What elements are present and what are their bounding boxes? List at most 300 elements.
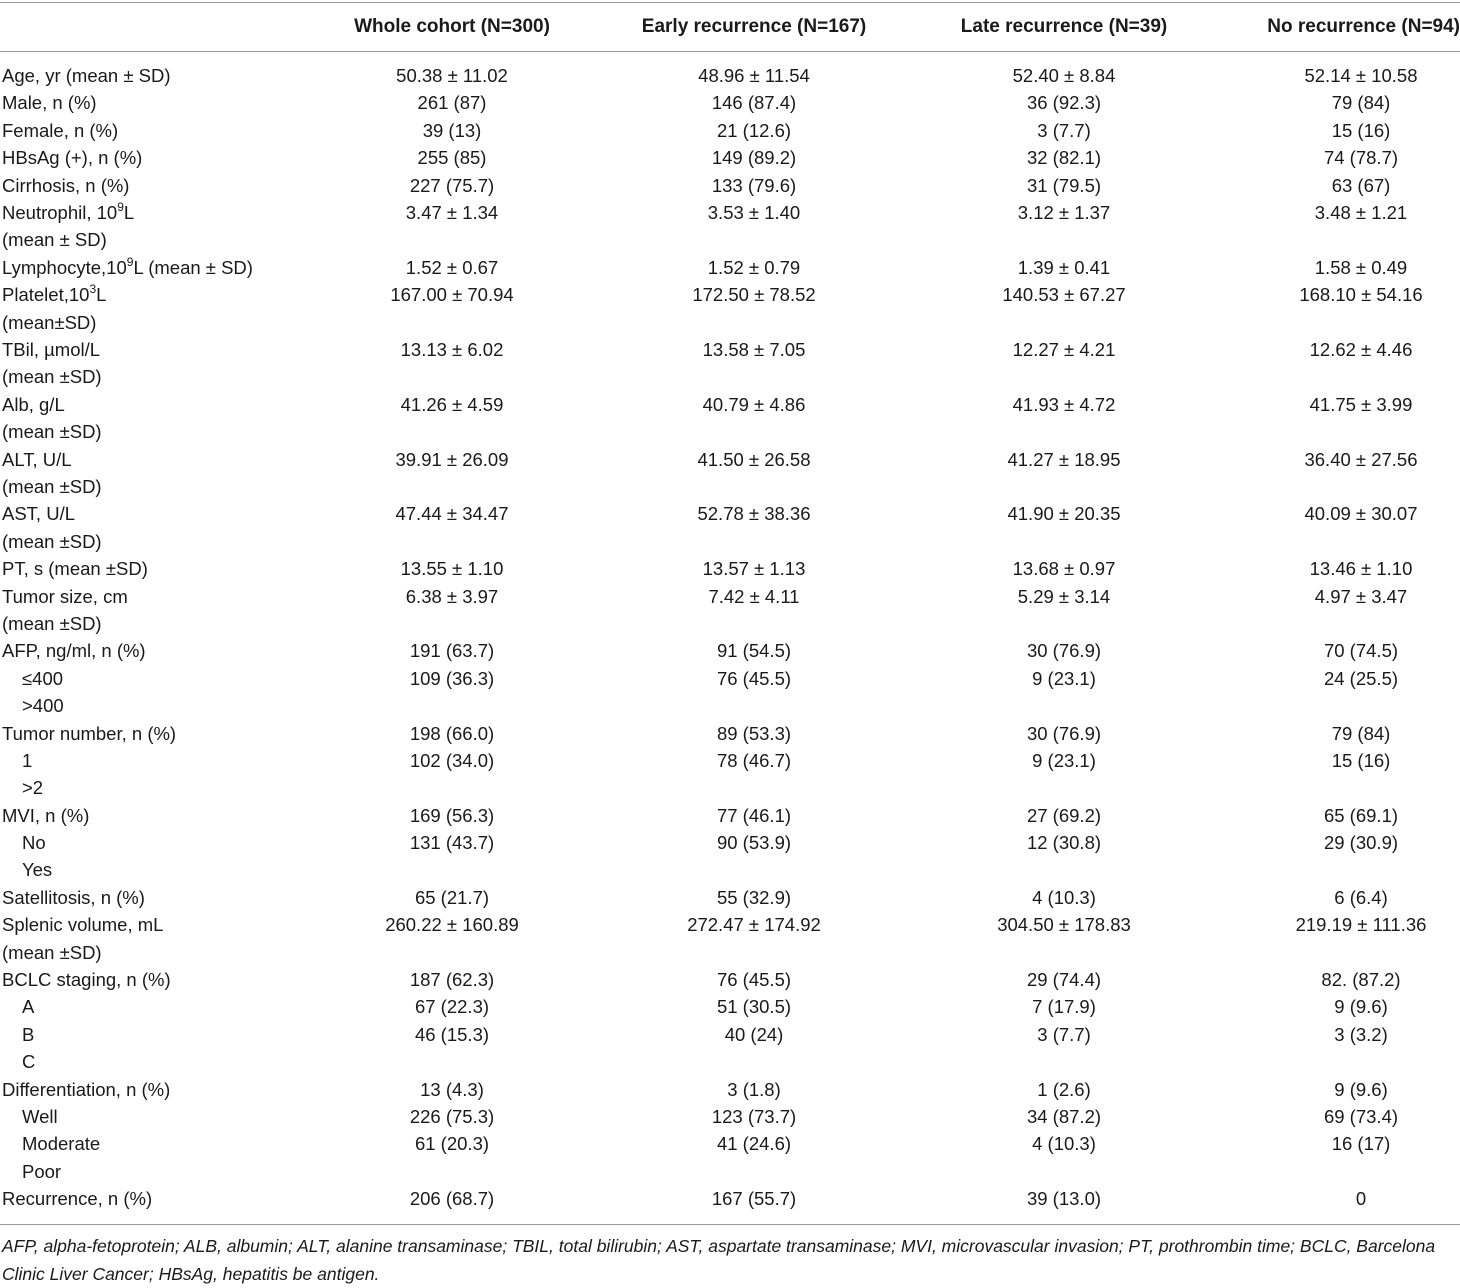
cell-v4 <box>1246 281 1460 308</box>
cell-v3 <box>914 446 1214 473</box>
table-row <box>0 89 1460 116</box>
cell-value: 39 (13.0) <box>1026 1188 1102 1210</box>
cell-value: 32 (82.1) <box>1026 147 1102 169</box>
cell-v2 <box>604 144 904 171</box>
cell-value: 146 (87.4) <box>711 92 797 114</box>
cell-value: 51 (30.5) <box>716 996 792 1018</box>
row-label-line <box>2 637 302 664</box>
header-no-recurrence: No recurrence (N=94) <box>1267 16 1460 37</box>
cell-v2 <box>604 172 904 199</box>
row-label-text: A <box>22 996 35 1018</box>
cell-v1 <box>302 62 602 89</box>
cell-value: 9 (9.6) <box>1334 996 1388 1018</box>
cell-value: 24 (25.5) <box>1323 667 1399 689</box>
cell-value: 30 (76.9) <box>1026 640 1102 662</box>
cell-v3 <box>914 637 1214 692</box>
superscript: 9 <box>117 199 124 214</box>
cell-v4 <box>1246 500 1460 527</box>
cell-value: 12 (30.8) <box>1026 832 1102 854</box>
row-label-text: HBsAg (+), n (%) <box>2 147 143 169</box>
row-label-line <box>2 555 302 582</box>
cell-v2 <box>604 583 904 610</box>
cell-value: 63 (67) <box>1331 174 1391 196</box>
cell-value: 219.19 ± 111.36 <box>1295 914 1427 936</box>
cell-v4 <box>1246 884 1460 911</box>
table-row <box>0 281 1460 336</box>
row-label-text: >400 <box>22 695 64 717</box>
row-label <box>2 884 302 911</box>
cell-value: 41.26 ± 4.59 <box>400 393 504 415</box>
cell-value: 34 (87.2) <box>1026 1106 1102 1128</box>
row-label-text: ALT, U/L <box>2 448 72 470</box>
cell-v3 <box>914 281 1214 308</box>
table-row <box>0 1076 1460 1186</box>
row-label-text: (mean ±SD) <box>2 612 102 634</box>
cell-value: 13.58 ± 7.05 <box>702 338 806 360</box>
row-label-text: PT, s (mean ±SD) <box>2 558 148 580</box>
row-label-line <box>2 939 302 966</box>
cell-v2 <box>604 336 904 363</box>
table-row <box>0 583 1460 638</box>
row-label-text: Male, n (%) <box>2 92 97 114</box>
row-label <box>2 144 302 171</box>
cell-value: 272.47 ± 174.92 <box>687 914 821 936</box>
cell-value: 36 (92.3) <box>1026 92 1102 114</box>
cell-value: 3.53 ± 1.40 <box>707 201 801 223</box>
cell-value: 4 (10.3) <box>1032 1133 1096 1155</box>
cell-v1 <box>302 500 602 527</box>
table-row <box>0 144 1460 171</box>
row-label-line <box>2 774 302 801</box>
row-label-line <box>2 692 302 719</box>
cell-value: 13.55 ± 1.10 <box>400 558 504 580</box>
cell-value: 1.52 ± 0.67 <box>405 256 499 278</box>
row-label-line <box>2 500 302 527</box>
cell-v3 <box>914 172 1214 199</box>
cell-value: 41.75 ± 3.99 <box>1309 393 1413 415</box>
cell-value: 40.79 ± 4.86 <box>702 393 806 415</box>
table-row <box>0 720 1460 802</box>
cell-value: 3.12 ± 1.37 <box>1017 201 1111 223</box>
row-label <box>2 555 302 582</box>
table-row <box>0 1185 1460 1212</box>
cell-value: 198 (66.0) <box>409 722 495 744</box>
cell-value: 3 (3.2) <box>1334 1023 1388 1045</box>
cell-value: 36.40 ± 27.56 <box>1304 448 1418 470</box>
cell-value: 260.22 ± 160.89 <box>385 914 519 936</box>
cell-v2 <box>604 555 904 582</box>
row-label <box>2 966 302 1076</box>
cell-v1 <box>302 1076 602 1158</box>
cell-value: 12.27 ± 4.21 <box>1012 338 1116 360</box>
cell-value: 50.38 ± 11.02 <box>396 65 508 86</box>
cell-v3 <box>914 254 1214 281</box>
table-row <box>0 884 1460 911</box>
cell-value: 29 (74.4) <box>1026 969 1102 991</box>
table-row <box>0 500 1460 555</box>
row-label-text: Lymphocyte,10 <box>2 256 127 278</box>
cell-value: 168.10 ± 54.16 <box>1299 284 1423 306</box>
cell-value: 1.52 ± 0.79 <box>707 256 801 278</box>
row-label <box>2 391 302 446</box>
table-row <box>0 802 1460 884</box>
header-early-recurrence: Early recurrence (N=167) <box>641 16 867 37</box>
table-body <box>0 62 1460 1213</box>
row-label-text: ≤400 <box>22 667 64 689</box>
cell-value: 0 <box>1355 1188 1367 1210</box>
cell-v2 <box>604 281 904 308</box>
cell-value: 39.91 ± 26.09 <box>395 448 509 470</box>
row-label-line <box>2 391 302 418</box>
cell-value: 304.50 ± 178.83 <box>997 914 1131 936</box>
cell-v4 <box>1246 89 1460 116</box>
table-header-row <box>0 12 1460 42</box>
cell-value: 76 (45.5) <box>716 667 792 689</box>
cell-value: 191 (63.7) <box>409 640 495 662</box>
row-label <box>2 911 302 966</box>
cell-value: 74 (78.7) <box>1323 147 1399 169</box>
cell-value: 78 (46.7) <box>716 749 792 771</box>
cell-v3 <box>914 336 1214 363</box>
row-label-line <box>2 884 302 911</box>
cell-value: 91 (54.5) <box>716 640 792 662</box>
cell-v1 <box>302 720 602 775</box>
cell-value: 39 (13) <box>422 119 482 141</box>
cell-v4 <box>1246 172 1460 199</box>
row-label-text: Neutrophil, 10 <box>2 201 118 223</box>
cell-v3 <box>914 720 1214 775</box>
cell-value: 21 (12.6) <box>716 119 792 141</box>
cell-v1 <box>302 199 602 226</box>
cell-v3 <box>914 117 1214 144</box>
cell-value: 1.58 ± 0.49 <box>1314 256 1408 278</box>
cell-value: 47.44 ± 34.47 <box>395 503 509 525</box>
cell-value: 261 (87) <box>417 92 487 114</box>
cell-value: 15 (16) <box>1331 749 1391 771</box>
row-label <box>2 500 302 555</box>
cell-v1 <box>302 172 602 199</box>
cell-value: 65 (21.7) <box>414 886 490 908</box>
cell-value: 133 (79.6) <box>711 174 797 196</box>
cell-value: 167 (55.7) <box>711 1188 797 1210</box>
cell-value: 5.29 ± 3.14 <box>1017 585 1111 607</box>
cell-v2 <box>604 637 904 692</box>
cell-value: 9 (23.1) <box>1032 749 1096 771</box>
table-row <box>0 555 1460 582</box>
cell-v1 <box>302 391 602 418</box>
row-label-text: (mean ± SD) <box>2 229 107 251</box>
row-label <box>2 802 302 884</box>
cell-value: 9 (9.6) <box>1334 1078 1388 1100</box>
cell-v3 <box>914 1076 1214 1158</box>
cell-value: 65 (69.1) <box>1323 804 1399 826</box>
cell-v2 <box>604 500 904 527</box>
cell-value: 41 (24.6) <box>716 1133 792 1155</box>
cell-v1 <box>302 802 602 857</box>
cell-v4 <box>1246 1076 1460 1158</box>
row-label-line <box>2 583 302 610</box>
table-header-rule <box>0 51 1460 52</box>
row-label-line <box>2 802 302 829</box>
cell-v1 <box>302 555 602 582</box>
cell-value: 41.27 ± 18.95 <box>1007 448 1121 470</box>
cell-v3 <box>914 62 1214 89</box>
cell-value: 227 (75.7) <box>409 174 495 196</box>
cell-v1 <box>302 966 602 1048</box>
cell-v3 <box>914 966 1214 1048</box>
cell-value: 89 (53.3) <box>716 722 792 744</box>
cell-value: 41.50 ± 26.58 <box>697 448 811 470</box>
row-label-suffix: L <box>96 284 107 306</box>
cell-v2 <box>604 802 904 857</box>
cell-v1 <box>302 144 602 171</box>
cell-v1 <box>302 281 602 308</box>
row-label-suffix: L (mean ± SD) <box>133 256 253 278</box>
cell-v3 <box>914 391 1214 418</box>
row-label-text: 1 <box>22 749 33 771</box>
table-row <box>0 172 1460 199</box>
row-label-suffix: L <box>123 201 135 223</box>
row-label-text: Platelet,10 <box>2 284 90 306</box>
row-label-text: Tumor number, n (%) <box>2 722 177 744</box>
row-label-text: Splenic volume, mL <box>2 914 164 936</box>
superscript: 3 <box>89 281 97 296</box>
cell-value: 13.57 ± 1.13 <box>702 558 806 580</box>
table-row <box>0 911 1460 966</box>
cell-value: 52.14 ± 10.58 <box>1304 65 1418 86</box>
cell-v3 <box>914 884 1214 911</box>
row-label-text: MVI, n (%) <box>2 804 90 826</box>
cell-v2 <box>604 1076 904 1158</box>
cell-value: 67 (22.3) <box>414 996 490 1018</box>
cell-v2 <box>604 199 904 226</box>
cell-v2 <box>604 89 904 116</box>
row-label-line <box>2 117 302 144</box>
cell-v4 <box>1246 144 1460 171</box>
cell-value: 6 (6.4) <box>1334 886 1388 908</box>
row-label-line <box>2 309 302 336</box>
cell-v2 <box>604 1185 904 1212</box>
cell-v2 <box>604 966 904 1048</box>
cell-v4 <box>1246 911 1460 938</box>
row-label-line <box>2 966 302 993</box>
cell-value: 3 (7.7) <box>1037 119 1091 141</box>
cell-v3 <box>914 89 1214 116</box>
row-label-text: Moderate <box>22 1133 101 1155</box>
cell-v4 <box>1246 1185 1460 1212</box>
cell-v3 <box>914 500 1214 527</box>
row-label <box>2 446 302 501</box>
row-label-line <box>2 1076 302 1103</box>
cell-value: 77 (46.1) <box>716 804 792 826</box>
cell-value: 70 (74.5) <box>1323 640 1399 662</box>
row-label-text: Recurrence, n (%) <box>2 1188 153 1210</box>
row-label-line <box>2 1130 302 1157</box>
cell-value: 169 (56.3) <box>409 804 495 826</box>
row-label-line <box>2 1103 302 1130</box>
cell-value: 7 (17.9) <box>1032 996 1096 1018</box>
row-label <box>2 172 302 199</box>
cell-value: 79 (84) <box>1331 92 1391 114</box>
cell-value: 9 (23.1) <box>1032 667 1096 689</box>
cell-v1 <box>302 1185 602 1212</box>
row-label-text: Differentiation, n (%) <box>2 1078 171 1100</box>
table-bottom-rule <box>0 1224 1460 1225</box>
cell-v1 <box>302 911 602 938</box>
row-label-line <box>2 1048 302 1075</box>
cell-value: 149 (89.2) <box>711 147 797 169</box>
row-label-text: (mean ±SD) <box>2 421 102 443</box>
cell-v3 <box>914 144 1214 171</box>
cell-v4 <box>1246 391 1460 418</box>
cell-value: 13.46 ± 1.10 <box>1309 558 1413 580</box>
row-label-text: Poor <box>22 1160 62 1182</box>
row-label-line <box>2 363 302 390</box>
cell-value: 3 (1.8) <box>727 1078 781 1100</box>
cell-v3 <box>914 583 1214 610</box>
row-label-text: No <box>22 832 46 854</box>
cell-value: 29 (30.9) <box>1323 832 1399 854</box>
cell-value: 41.90 ± 20.35 <box>1007 503 1121 525</box>
row-label <box>2 1076 302 1186</box>
row-label-line <box>2 281 302 308</box>
cell-value: 3 (7.7) <box>1037 1023 1091 1045</box>
table-footnote: AFP, alpha-fetoprotein; ALB, albumin; ALT, alanine transaminase; TBIL, total bilirubin; AST, aspartate transaminase; MVI, microvascular invasion; PT, prothrombin time; BCLC, Barcelona Clinic Liver Cancer; HBsAg, hepatitis be antigen. <box>2 1236 1436 1284</box>
row-label-line <box>2 1021 302 1048</box>
row-label-line <box>2 1185 302 1212</box>
cell-value: 167.00 ± 70.94 <box>390 284 514 306</box>
cell-value: 4.97 ± 3.47 <box>1314 585 1408 607</box>
row-label-text: >2 <box>22 777 44 799</box>
cell-v4 <box>1246 336 1460 363</box>
cell-v3 <box>914 1185 1214 1212</box>
row-label-line <box>2 336 302 363</box>
row-label-text: (mean ±SD) <box>2 475 102 497</box>
cell-v1 <box>302 117 602 144</box>
cell-v4 <box>1246 117 1460 144</box>
cell-value: 1.39 ± 0.41 <box>1017 256 1111 278</box>
row-label-text: (mean ±SD) <box>2 366 102 388</box>
row-label-line <box>2 747 302 774</box>
cell-value: 52.40 ± 8.84 <box>1012 65 1116 86</box>
row-label <box>2 281 302 336</box>
row-label-text: Tumor size, cm <box>2 585 128 607</box>
row-label-line <box>2 1158 302 1185</box>
cell-v1 <box>302 336 602 363</box>
cell-value: 3.47 ± 1.34 <box>405 201 499 223</box>
cell-value: 1 (2.6) <box>1037 1078 1091 1100</box>
cell-value: 102 (34.0) <box>409 749 495 771</box>
cell-v3 <box>914 802 1214 857</box>
cell-value: 187 (62.3) <box>409 969 495 991</box>
table-row <box>0 336 1460 391</box>
cell-v4 <box>1246 254 1460 281</box>
cell-value: 255 (85) <box>417 147 487 169</box>
cell-value: 13 (4.3) <box>420 1078 484 1100</box>
cell-v2 <box>604 911 904 938</box>
row-label-text: (mean ±SD) <box>2 530 102 552</box>
cell-v3 <box>914 555 1214 582</box>
row-label-line <box>2 418 302 445</box>
cell-v2 <box>604 446 904 473</box>
header-late-recurrence: Late recurrence (N=39) <box>960 16 1168 37</box>
cell-value: 15 (16) <box>1331 119 1391 141</box>
cell-v4 <box>1246 966 1460 1048</box>
cell-value: 90 (53.9) <box>716 832 792 854</box>
cell-value: 31 (79.5) <box>1026 174 1102 196</box>
cell-value: 3.48 ± 1.21 <box>1314 201 1408 223</box>
cell-v1 <box>302 446 602 473</box>
cell-v2 <box>604 391 904 418</box>
cell-value: 7.42 ± 4.11 <box>708 585 800 607</box>
cell-value: 27 (69.2) <box>1026 804 1102 826</box>
row-label-text: (mean ±SD) <box>2 941 102 963</box>
row-label-text: Age, yr (mean ± SD) <box>2 65 171 86</box>
header-whole-cohort: Whole cohort (N=300) <box>354 16 550 37</box>
cell-value: 79 (84) <box>1331 722 1391 744</box>
cell-value: 140.53 ± 67.27 <box>1002 284 1126 306</box>
row-label-line <box>2 446 302 473</box>
cell-value: 61 (20.3) <box>414 1133 490 1155</box>
cell-value: 226 (75.3) <box>409 1106 495 1128</box>
cell-value: 76 (45.5) <box>716 969 792 991</box>
cell-v4 <box>1246 199 1460 226</box>
row-label-line <box>2 720 302 747</box>
table-row <box>0 199 1460 254</box>
cell-value: 13.68 ± 0.97 <box>1012 558 1116 580</box>
row-label-text: AST, U/L <box>2 503 75 525</box>
row-label-text: C <box>22 1051 36 1073</box>
row-label-line <box>2 62 302 89</box>
cell-v3 <box>914 199 1214 226</box>
row-label-line <box>2 226 302 253</box>
row-label <box>2 1185 302 1212</box>
row-label-line <box>2 911 302 938</box>
row-label <box>2 583 302 638</box>
cell-value: 40.09 ± 30.07 <box>1304 503 1418 525</box>
cell-value: 52.78 ± 38.36 <box>697 503 811 525</box>
cell-v2 <box>604 117 904 144</box>
cell-value: 40 (24) <box>724 1023 784 1045</box>
cell-value: 6.38 ± 3.97 <box>405 585 499 607</box>
cell-v2 <box>604 62 904 89</box>
row-label <box>2 720 302 802</box>
cell-v4 <box>1246 637 1460 692</box>
cell-v2 <box>604 720 904 775</box>
table-row <box>0 966 1460 1076</box>
row-label-line <box>2 528 302 555</box>
row-label-text: Satellitosis, n (%) <box>2 886 145 908</box>
cell-v2 <box>604 254 904 281</box>
row-label-line <box>2 665 302 692</box>
row-label-text: Yes <box>22 859 53 881</box>
row-label-line <box>2 199 302 226</box>
row-label-line <box>2 89 302 116</box>
cell-value: 30 (76.9) <box>1026 722 1102 744</box>
table-row <box>0 446 1460 501</box>
cell-v4 <box>1246 802 1460 857</box>
cell-value: 109 (36.3) <box>409 667 495 689</box>
row-label-text: Cirrhosis, n (%) <box>2 174 130 196</box>
cell-value: 46 (15.3) <box>414 1023 490 1045</box>
row-label-line <box>2 254 302 281</box>
cell-value: 172.50 ± 78.52 <box>692 284 816 306</box>
row-label-line <box>2 856 302 883</box>
row-label-text: Alb, g/L <box>2 393 65 415</box>
cell-value: 131 (43.7) <box>409 832 495 854</box>
table-row <box>0 254 1460 281</box>
row-label <box>2 199 302 254</box>
